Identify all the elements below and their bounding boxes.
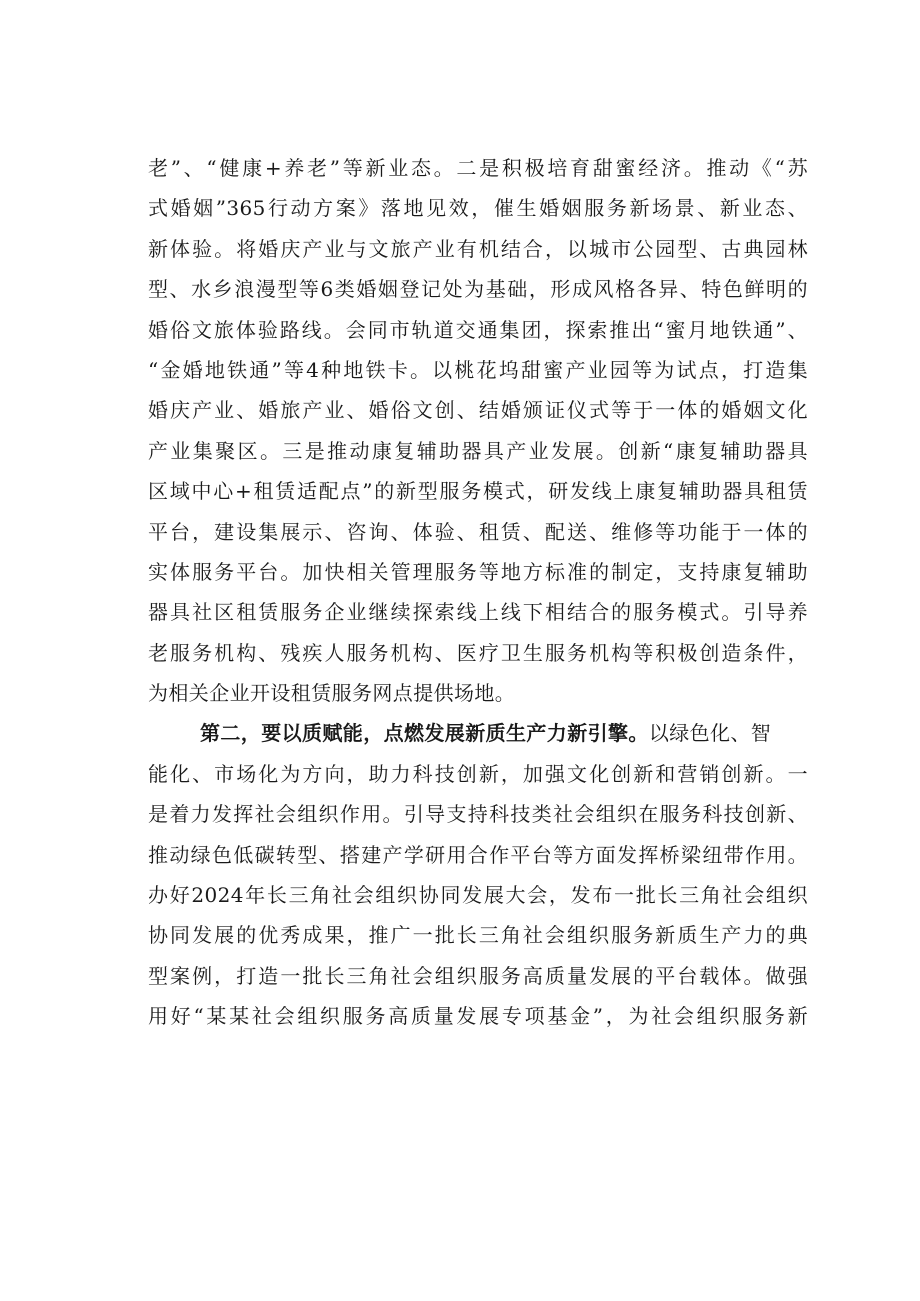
text-line: 办好2024年长三角社会组织协同发展大会，发布一批长三角社会组织 bbox=[148, 883, 808, 908]
text-line: 推动绿色低碳转型、搭建产学研用合作平台等方面发挥桥梁纽带作用。 bbox=[148, 842, 808, 867]
text-line: 区域中心+租赁适配点”的新型服务模式，研发线上康复辅助器具租赁 bbox=[148, 479, 808, 504]
text-line: 用好“某某社会组织服务高质量发展专项基金”，为社会组织服务新 bbox=[148, 1004, 808, 1029]
text-line: 器具社区租赁服务企业继续探索线上线下相结合的服务模式。引导养 bbox=[148, 600, 808, 625]
text-line: 为相关企业开设租赁服务网点提供场地。 bbox=[148, 681, 516, 706]
document-body bbox=[148, 148, 808, 1037]
paragraph-heading-rest: 以绿色化、智 bbox=[648, 721, 772, 746]
text-line: 是着力发挥社会组织作用。引导支持科技类社会组织在服务科技创新、 bbox=[148, 802, 808, 827]
text-line: “金婚地铁通”等4种地铁卡。以桃花坞甜蜜产业园等为试点，打造集 bbox=[148, 357, 808, 382]
paragraph-2 bbox=[148, 713, 808, 1036]
text-line: 式婚姻”365行动方案》落地见效，催生婚姻服务新场景、新业态、 bbox=[148, 196, 808, 221]
text-line: 型案例，打造一批长三角社会组织服务高质量发展的平台载体。做强 bbox=[148, 963, 808, 988]
text-line: 婚俗文旅体验路线。会同市轨道交通集团，探索推出“蜜月地铁通”、 bbox=[148, 317, 808, 342]
text-line: 产业集聚区。三是推动康复辅助器具产业发展。创新“康复辅助器具 bbox=[148, 438, 808, 463]
text-line: 老”、“健康+养老”等新业态。二是积极培育甜蜜经济。推动《“苏 bbox=[148, 156, 808, 180]
text-line: 平台，建设集展示、咨询、体验、租赁、配送、维修等功能于一体的 bbox=[148, 519, 808, 544]
text-line: 婚庆产业、婚旅产业、婚俗文创、结婚颁证仪式等于一体的婚姻文化 bbox=[148, 398, 808, 423]
paragraph-heading: 第二，要以质赋能，点燃发展新质生产力新引擎。 bbox=[200, 721, 649, 746]
text-line: 老服务机构、残疾人服务机构、医疗卫生服务机构等积极创造条件， bbox=[148, 640, 808, 665]
text-line bbox=[148, 713, 808, 753]
text-line: 协同发展的优秀成果，推广一批长三角社会组织服务新质生产力的典 bbox=[148, 923, 808, 948]
text-line: 新体验。将婚庆产业与文旅产业有机结合，以城市公园型、古典园林 bbox=[148, 236, 808, 261]
text-line: 实体服务平台。加快相关管理服务等地方标准的制定，支持康复辅助 bbox=[148, 559, 808, 584]
text-line: 型、水乡浪漫型等6类婚姻登记处为基础，形成风格各异、特色鲜明的 bbox=[148, 277, 808, 302]
text-line: 能化、市场化为方向，助力科技创新，加强文化创新和营销创新。一 bbox=[148, 761, 808, 786]
paragraph-1 bbox=[148, 148, 808, 713]
